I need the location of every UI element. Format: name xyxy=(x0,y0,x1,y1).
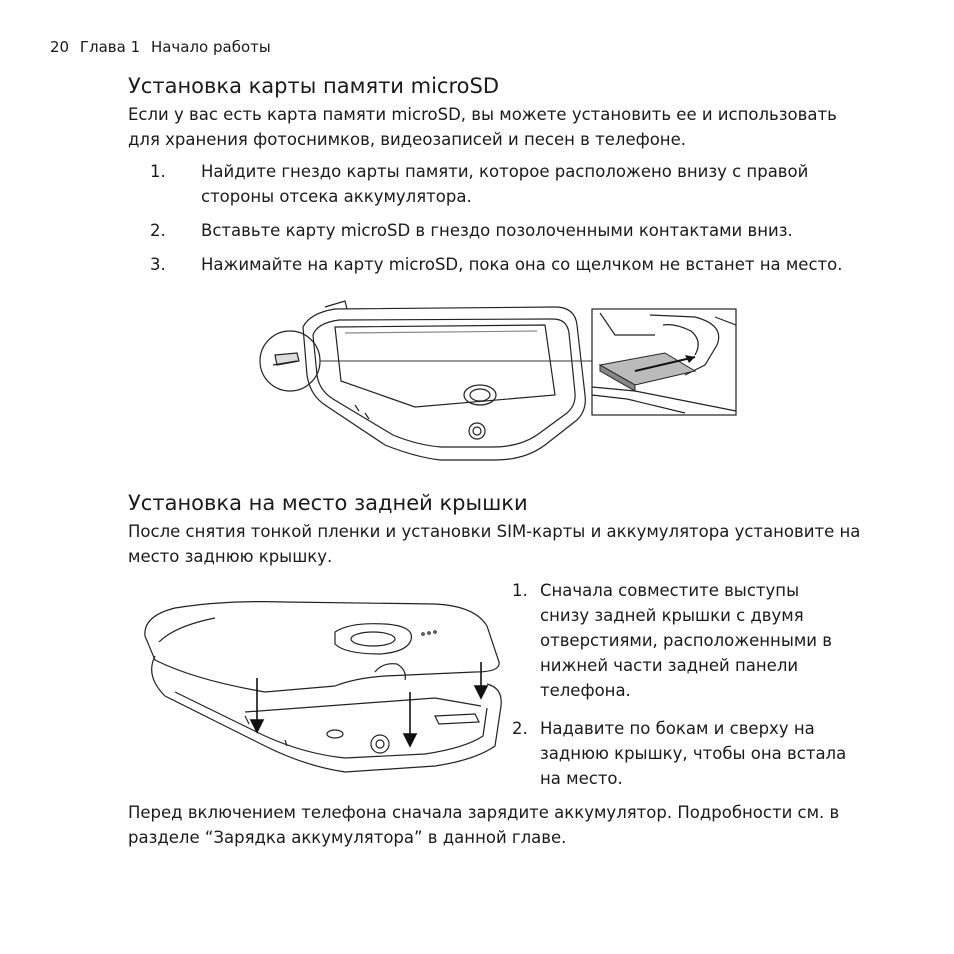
steps-list-microsd xyxy=(150,159,850,277)
step-number: 1. xyxy=(150,162,166,181)
back-cover-illustration xyxy=(135,596,505,782)
microsd-illustration xyxy=(255,295,745,470)
chapter-title: Начало работы xyxy=(150,38,271,56)
list-item xyxy=(512,716,852,791)
section-title-back-cover: Установка на место задней крышки xyxy=(128,491,528,515)
step-text: Найдите гнездо карты памяти, которое расположено внизу с правой стороны отсека аккумулятора. xyxy=(201,162,809,206)
list-item xyxy=(150,218,850,243)
steps-list-back-cover xyxy=(512,578,852,791)
step-number: 2. xyxy=(150,221,166,240)
list-item xyxy=(512,578,852,703)
chapter-label: Глава 1 xyxy=(79,38,141,56)
step-number: 2. xyxy=(512,719,528,738)
list-item xyxy=(150,159,850,209)
section-intro-microsd: Если у вас есть карта памяти microSD, вы можете установить ее и использовать для хранения фотоснимков, видеозаписей и песен в телефоне. xyxy=(128,105,837,149)
step-text: Вставьте карту microSD в гнездо позолоченными контактами вниз. xyxy=(201,221,793,240)
section-title-microsd: Установка карты памяти microSD xyxy=(128,74,499,98)
step-number: 1. xyxy=(512,581,528,600)
page-header xyxy=(50,38,277,56)
microsd-zoom-box xyxy=(592,309,736,415)
closing-note: Перед включением телефона сначала зарядите аккумулятор. Подробности см. в разделе “Зарядка аккумулятора” в данной главе. xyxy=(128,803,840,847)
page-number: 20 xyxy=(50,38,70,56)
section-intro-back-cover: После снятия тонкой пленки и установки SIM-карты и аккумулятора установите на место заднюю крышку. xyxy=(128,522,861,566)
step-number: 3. xyxy=(150,255,166,274)
list-item xyxy=(150,252,850,277)
step-text: Сначала совместите выступы снизу задней крышки с двумя отверстиями, расположенными в нижней части задней панели телефона. xyxy=(540,581,832,700)
step-text: Нажимайте на карту microSD, пока она со щелчком не встанет на место. xyxy=(201,255,843,274)
step-text: Надавите по бокам и сверху на заднюю крышку, чтобы она встала на место. xyxy=(540,719,847,788)
